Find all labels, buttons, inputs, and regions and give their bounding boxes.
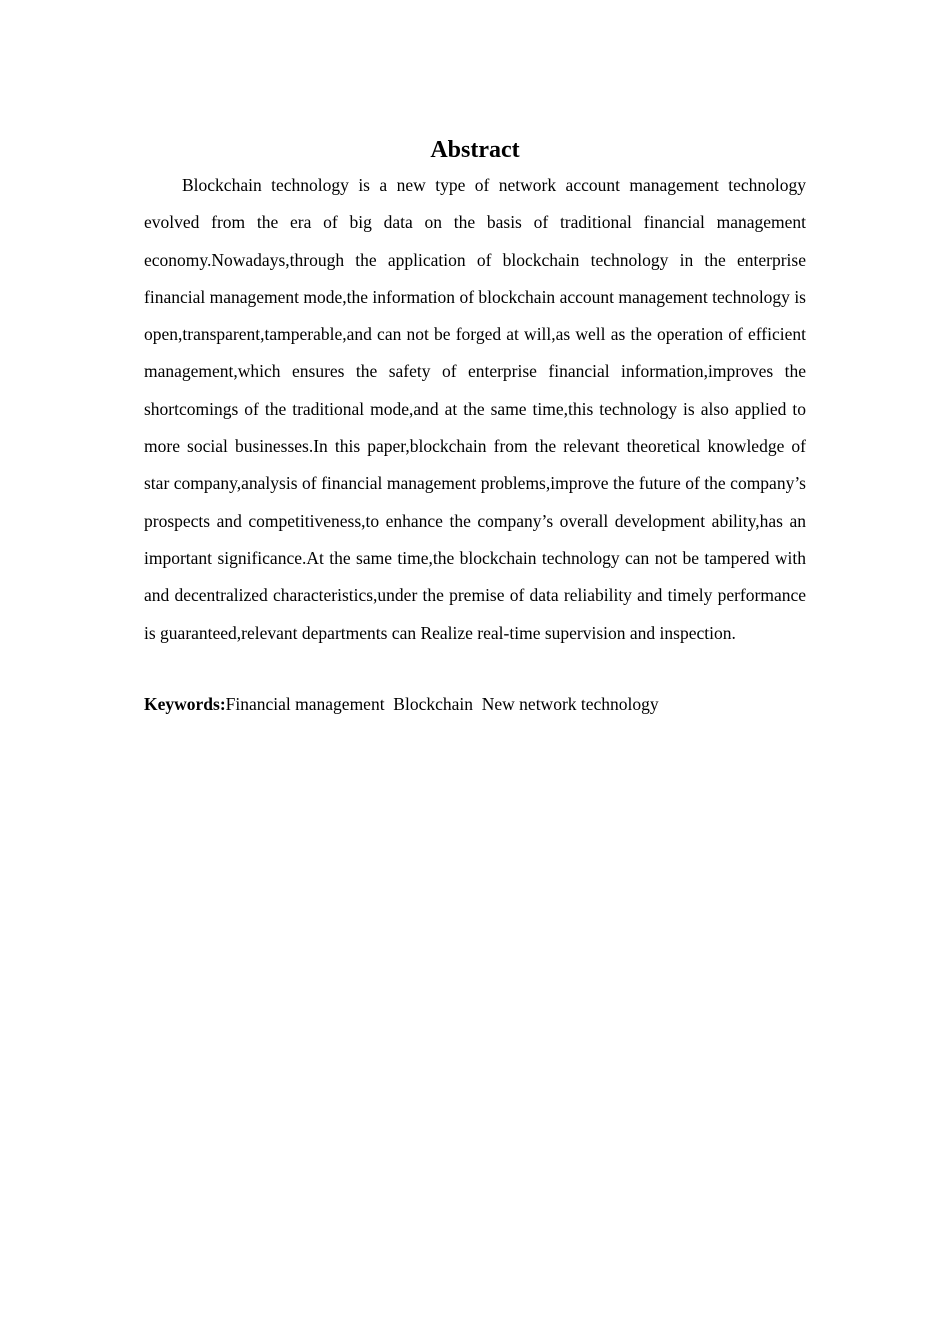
keywords-line bbox=[144, 686, 806, 723]
abstract-body: Blockchain technology is a new type of network account management technology evolved from the era of big data on the basis of traditional financial management economy.Nowadays,through the application of blockchain technology in the enterprise financial management mode,the information of blockchain account management technology is open,transparent,tamperable,and can not be forged at will,as well as the operation of efficient management,which ensures the safety of enterprise financial information,improves the shortcomings of the traditional mode,and at the same time,this technology is also applied to more social businesses.In this paper,blockchain from the relevant theoretical knowledge of star company,analysis of financial management problems,improve the future of the company’s prospects and competitiveness,to enhance the company’s overall development ability,has an important significance.At the same time,the blockchain technology can not be tampered with and decentralized characteristics,under the premise of data reliability and timely performance is guaranteed,relevant departments can Realize real-time supervision and inspection. bbox=[144, 175, 806, 643]
abstract-title: Abstract bbox=[430, 137, 520, 163]
abstract-section bbox=[144, 133, 806, 723]
keywords-text: Financial management Blockchain New network technology bbox=[225, 693, 659, 714]
keywords-label: Keywords: bbox=[144, 693, 226, 714]
